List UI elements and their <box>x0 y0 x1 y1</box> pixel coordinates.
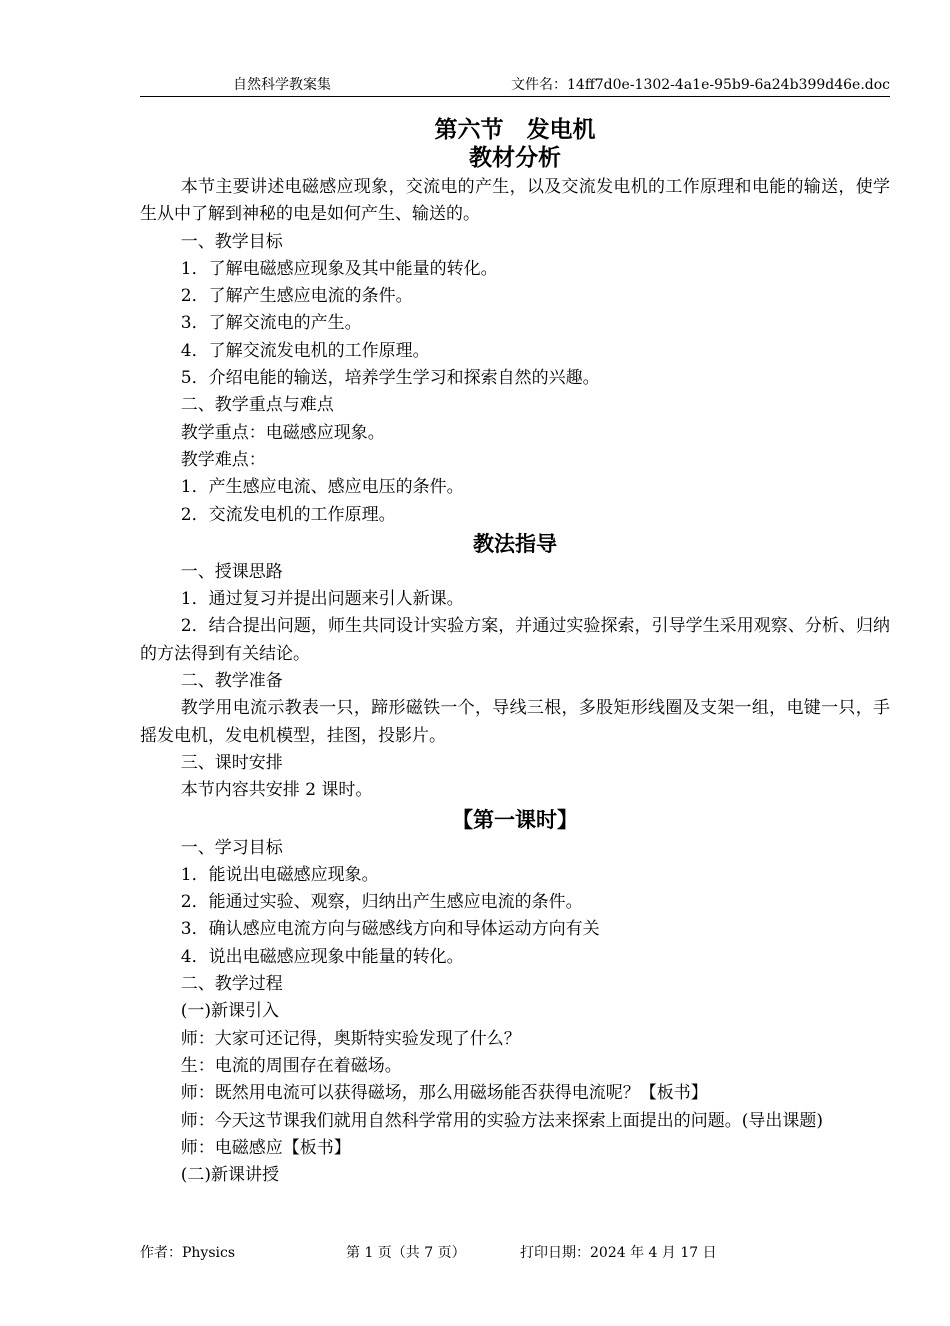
paragraph: (二)新课讲授 <box>180 1165 280 1186</box>
paragraph: 3．确认感应电流方向与磁感线方向和导体运动方向有关 <box>180 919 600 940</box>
paragraph: 二、教学准备 <box>180 671 283 692</box>
paragraph: 1．能说出电磁感应现象。 <box>180 864 379 885</box>
footer-page-number: 第 1 页（共 7 页） <box>346 1245 466 1261</box>
paragraph: 师：既然用电流可以获得磁场，那么用磁场能否获得电流呢？【板书】 <box>180 1083 708 1104</box>
paragraph: 本节主要讲述电磁感应现象，交流电的产生，以及交流发电机的工作原理和电能的输送，使学生从中了解到神秘的电是如何产生、输送的。 <box>140 177 890 225</box>
paragraph: 本节内容共安排 2 课时。 <box>180 780 373 801</box>
paragraph: 三、课时安排 <box>180 752 283 773</box>
paragraph: (一)新课引入 <box>180 1001 280 1022</box>
paragraph: 教学用电流示教表一只，蹄形磁铁一个，导线三根，多股矩形线圈及支架一组，电键一只，手摇发电机，发电机模型，挂图，投影片。 <box>140 698 890 746</box>
paragraph: 1．了解电磁感应现象及其中能量的转化。 <box>180 258 498 279</box>
lesson1-section <box>140 835 890 1190</box>
paragraph: 教学重点：电磁感应现象。 <box>180 422 385 443</box>
paragraph: 2．能通过实验、观察，归纳出产生感应电流的条件。 <box>180 892 583 913</box>
paragraph: 教学难点： <box>180 449 266 470</box>
section-title: 第六节 发电机 <box>434 117 596 143</box>
paragraph: 师：今天这节课我们就用自然科学常用的实验方法来探索上面提出的问题。(导出课题) <box>180 1110 824 1131</box>
paragraph: 2．交流发电机的工作原理。 <box>180 504 396 525</box>
paragraph: 一、授课思路 <box>180 561 283 582</box>
page-header <box>140 74 890 97</box>
analysis-heading: 教材分析 <box>469 145 561 171</box>
header-collection-title: 自然科学教案集 <box>233 77 331 93</box>
footer-author: 作者：Physics <box>140 1245 236 1261</box>
paragraph: 二、教学重点与难点 <box>180 395 334 416</box>
page-footer <box>140 1242 890 1262</box>
paragraph: 1．通过复习并提出问题来引人新课。 <box>180 589 464 610</box>
paragraph: 师：电磁感应【板书】 <box>180 1137 351 1158</box>
document-body <box>140 116 890 1189</box>
guide-heading: 教法指导 <box>473 531 557 556</box>
paragraph: 生：电流的周围存在着磁场。 <box>180 1055 402 1076</box>
paragraph: 5．介绍电能的输送，培养学生学习和探索自然的兴趣。 <box>180 368 600 389</box>
paragraph: 4．了解交流发电机的工作原理。 <box>180 340 430 361</box>
paragraph: 2．了解产生感应电流的条件。 <box>180 286 413 307</box>
paragraph: 一、教学目标 <box>180 231 283 252</box>
paragraph: 1．产生感应电流、感应电压的条件。 <box>180 477 464 498</box>
paragraph: 师：大家可还记得，奥斯特实验发现了什么？ <box>180 1028 521 1049</box>
lesson1-heading: 【第一课时】 <box>452 807 578 832</box>
footer-print-date: 打印日期：2024 年 4 月 17 日 <box>520 1245 717 1261</box>
guide-section <box>140 559 890 805</box>
paragraph: 一、学习目标 <box>180 837 283 858</box>
paragraph: 4．说出电磁感应现象中能量的转化。 <box>180 946 464 967</box>
paragraph: 二、教学过程 <box>180 974 283 995</box>
paragraph: 2．结合提出问题，师生共同设计实验方案，并通过实验探索，引导学生采用观察、分析、归纳的方法得到有关结论。 <box>140 616 890 664</box>
header-filename: 文件名：14ff7d0e-1302-4a1e-95b9-6a24b399d46e.doc <box>511 77 890 93</box>
paragraph: 3．了解交流电的产生。 <box>180 313 362 334</box>
analysis-section <box>140 174 890 529</box>
